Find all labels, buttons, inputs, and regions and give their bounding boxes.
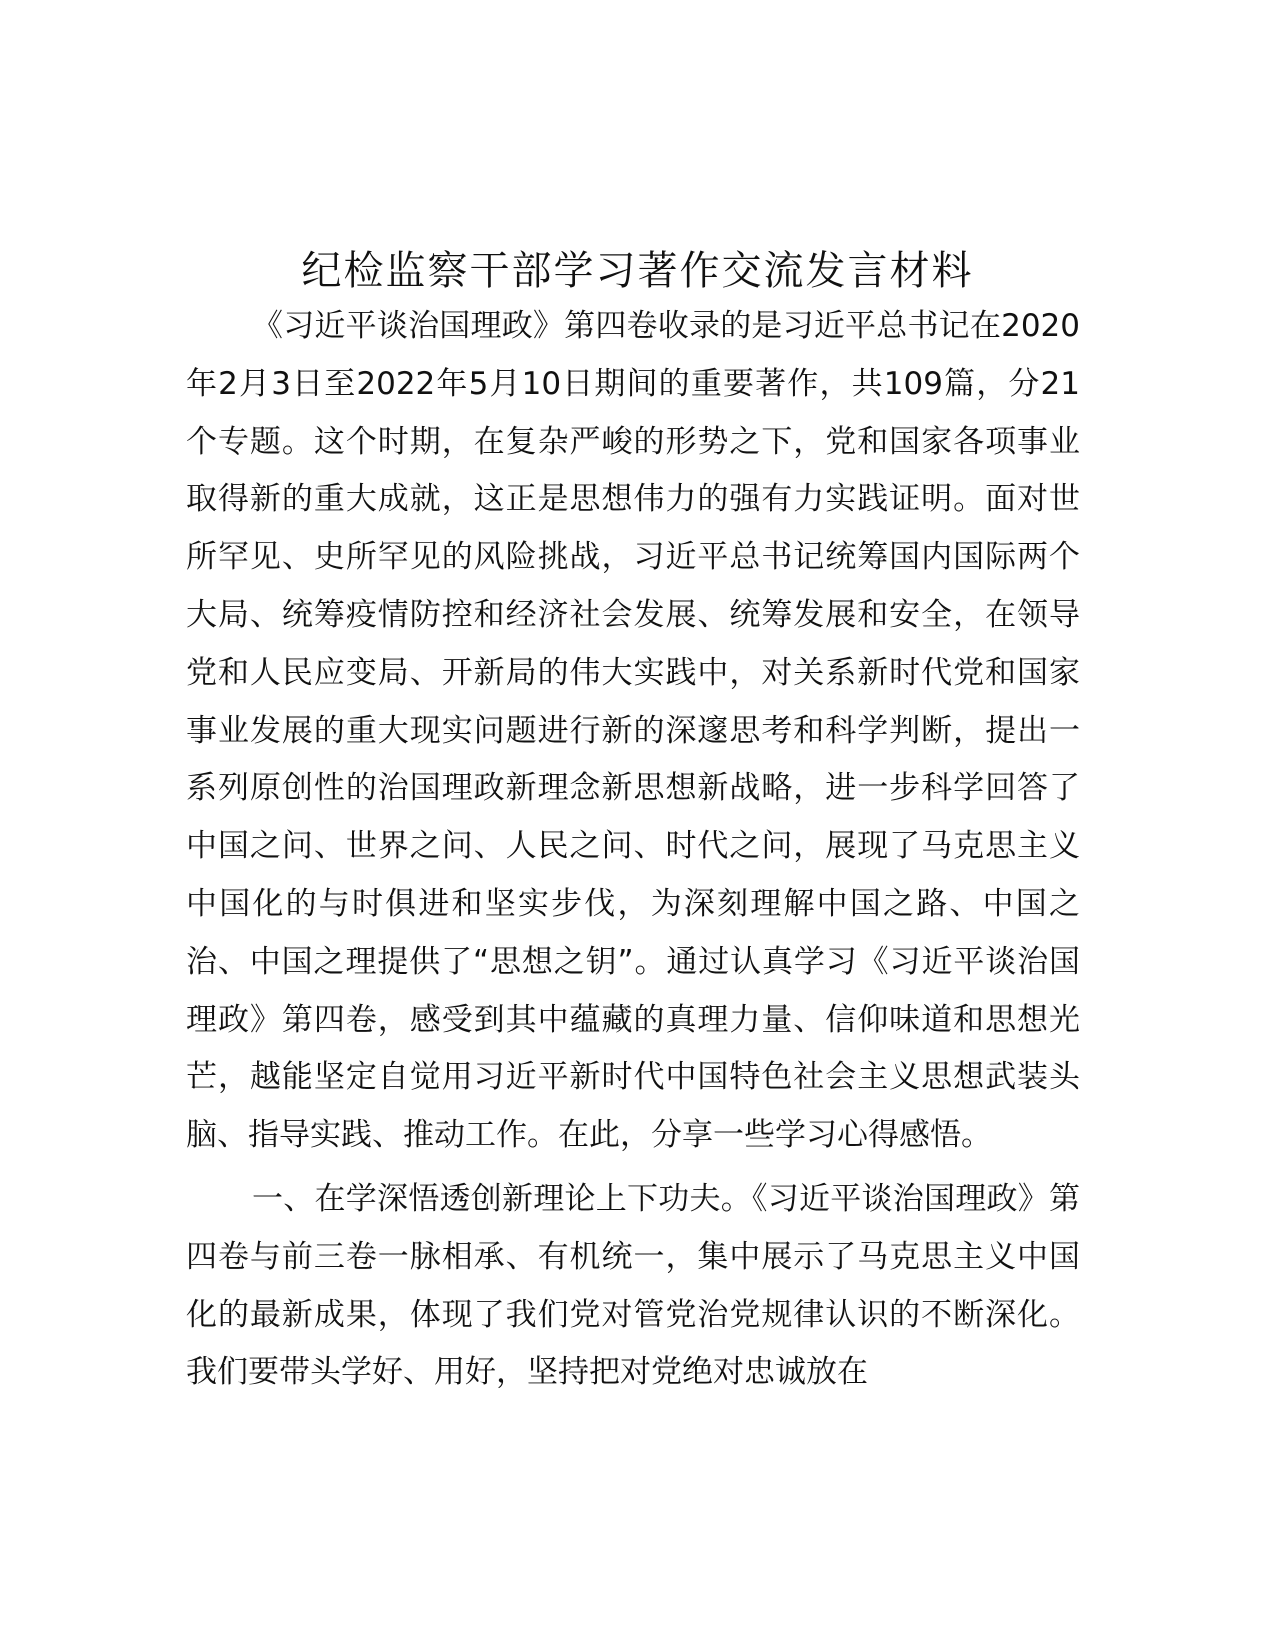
paragraph-section-one: 一、在学深悟透创新理论上下功夫。《习近平谈治国理政》第四卷与前三卷一脉相承、有机统一，集中展示了马克思主义中国化的最新成果，体现了我们党对管党治党规律认识的不断深化。我们要带头学好、用好，坚持把对党绝对忠诚放在 [186, 1180, 1080, 1391]
document-title: 纪检监察干部学习著作交流发言材料 [301, 247, 974, 294]
paragraph-intro: 《习近平谈治国理政》第四卷收录的是习近平总书记在2020年2月3日至2022年5月10日期间的重要著作，共109篇，分21个专题。这个时期，在复杂严峻的形势之下，党和国家各项事业取得新的重大成就，这正是思想伟力的强有力实践证明。面对世所罕见、史所罕见的风险挑战，习近平总书记统筹国内国际两个大局、统筹疫情防控和经济社会发展、统筹发展和安全，在领导党和人民应变局、开新局的伟大实践中，对关系新时代党和国家事业发展的重大现实问题进行新的深邃思考和科学判断，提出一系列原创性的治国理政新理念新思想新战略，进一步科学回答了中国之问、世界之问、人民之问、时代之问，展现了马克思主义中国化的与时俱进和坚实步伐，为深刻理解中国之路、中国之治、中国之理提供了“思想之钥”。通过认真学习《习近平谈治国理政》第四卷，感受到其中蕴藏的真理力量、信仰味道和思想光芒，越能坚定自觉用习近平新时代中国特色社会主义思想武装头脑、指导实践、推动工作。在此，分享一些学习心得感悟。 [186, 308, 1080, 1154]
document-body [186, 298, 1080, 1402]
